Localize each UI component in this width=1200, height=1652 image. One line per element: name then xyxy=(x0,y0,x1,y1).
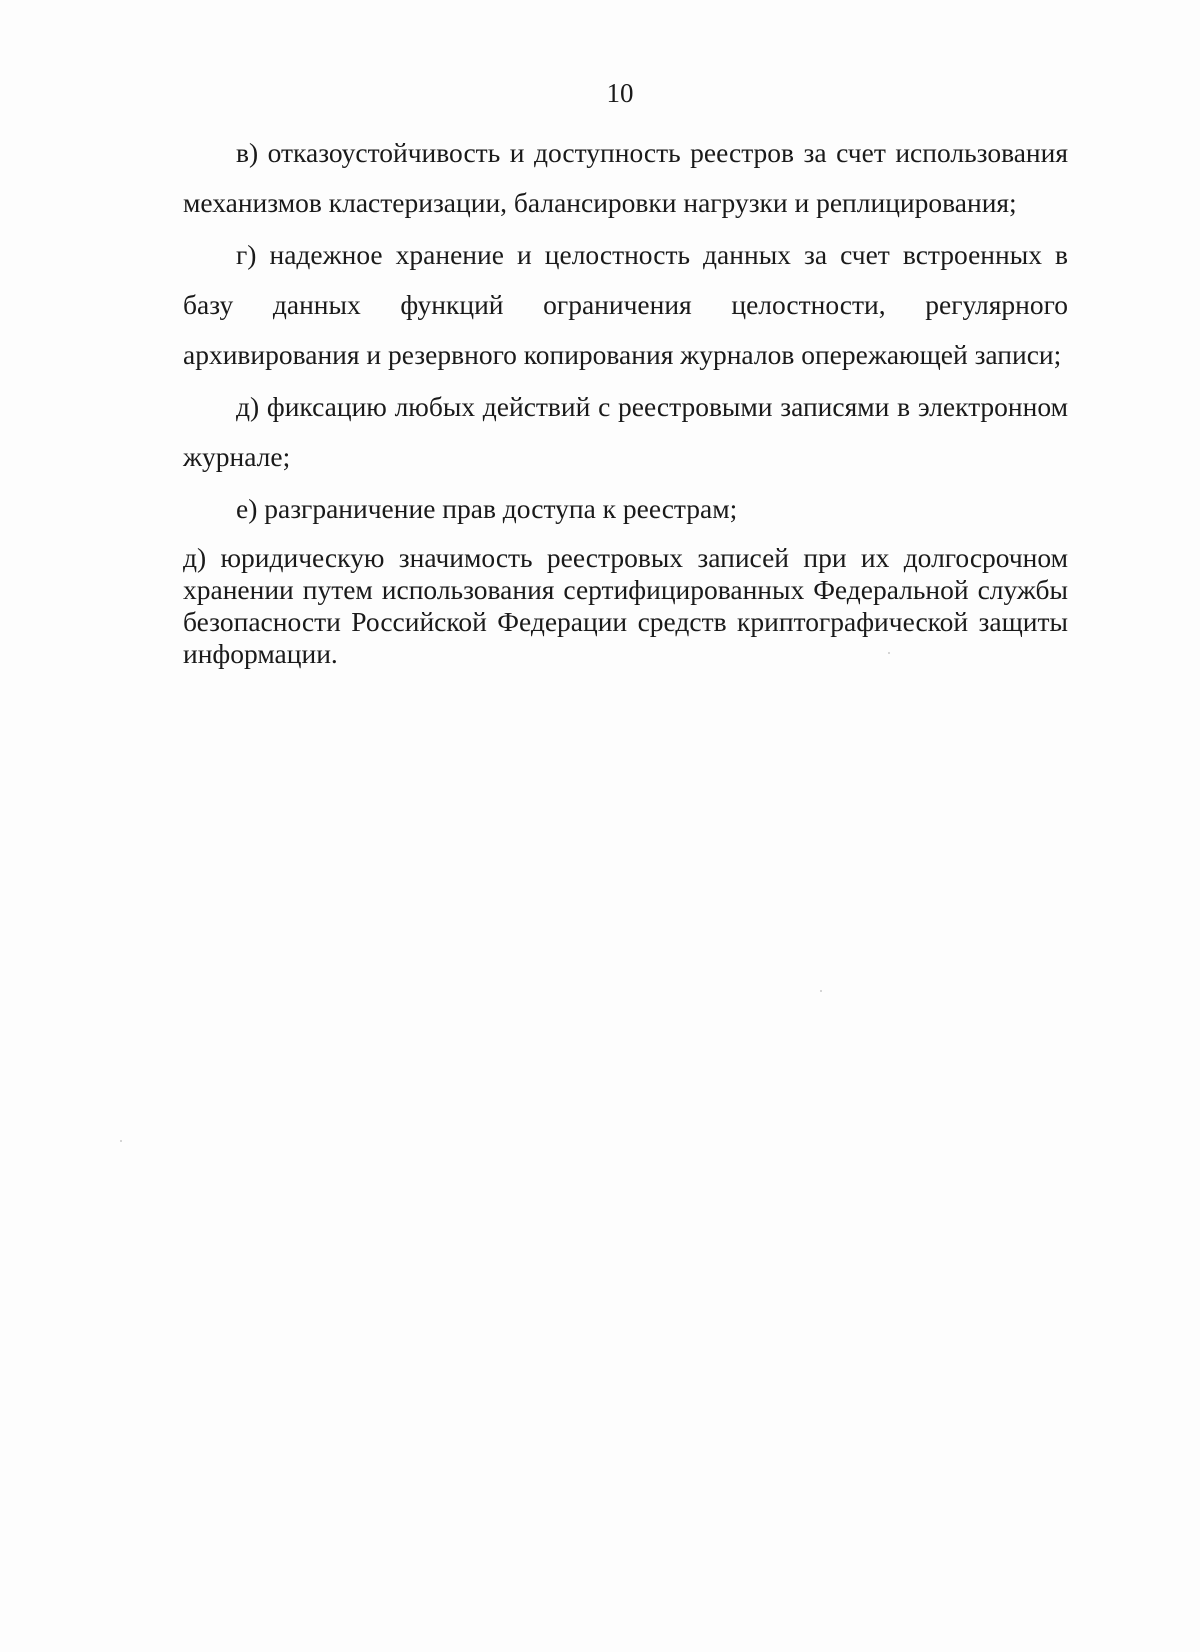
paragraph-v: в) отказоустойчивость и доступность реестров за счет использования механизмов кластеризации, балансировки нагрузки и реплицирования; xyxy=(183,137,1068,218)
paragraph-g: г) надежное хранение и целостность данных за счет встроенных в базу данных функций ограничения целостности, регулярного архивирования и резервного копирования журналов опережающей записи; xyxy=(183,239,1068,370)
document-body xyxy=(183,128,1068,670)
paragraph-d-legal-significance: д) юридическую значимость реестровых записей при их долгосрочном хранении путем использования сертифицированных Федеральной службы безопасности Российской Федерации средств криптографической защиты информации. xyxy=(183,542,1068,669)
paragraph-d-logging: д) фиксацию любых действий с реестровыми записями в электронном журнале; xyxy=(183,391,1068,472)
page-number: 10 xyxy=(606,78,634,108)
scan-speck xyxy=(820,990,822,992)
scan-speck xyxy=(888,652,890,654)
paragraph-e: е) разграничение прав доступа к реестрам; xyxy=(236,493,738,524)
scan-speck xyxy=(120,1140,122,1142)
